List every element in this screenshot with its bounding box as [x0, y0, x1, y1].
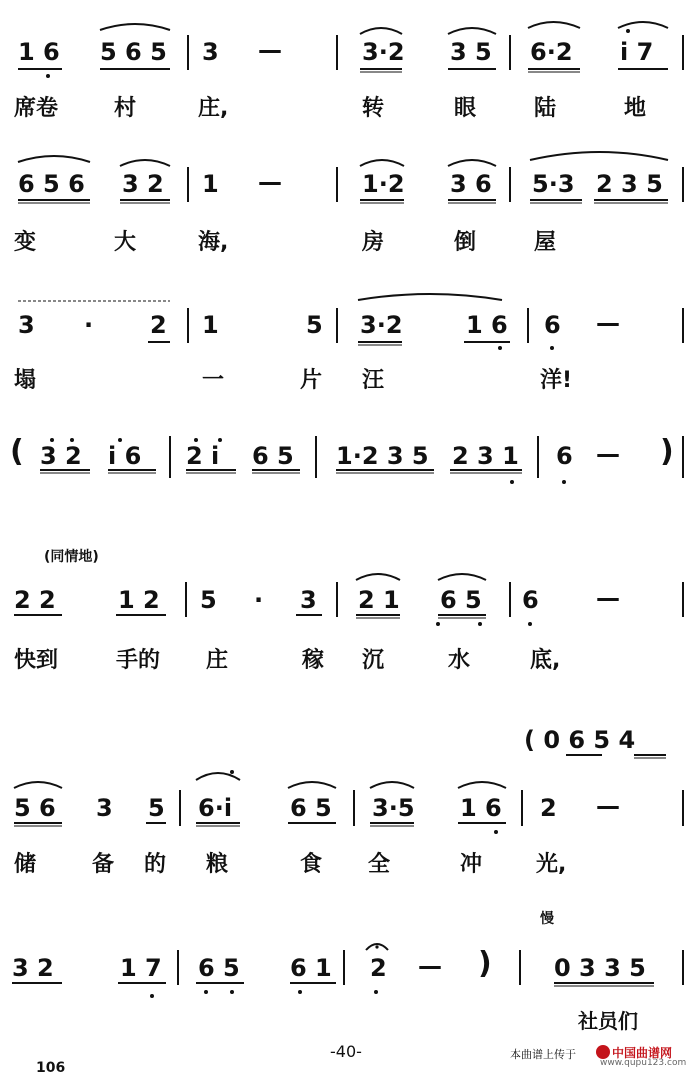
dash-sustain: — — [596, 440, 620, 468]
note-group: 5·3 — [532, 170, 575, 198]
lyric: 水 — [448, 648, 471, 673]
note-group: 6 5 — [198, 954, 240, 982]
note-group: 1 7 — [120, 954, 162, 982]
cut-page-number: 106 — [36, 1060, 66, 1076]
note-group: 6 5 — [252, 442, 294, 470]
row3-marks — [18, 294, 683, 350]
site-url: www.qupu123.com — [600, 1058, 687, 1068]
lyric: 海, — [198, 230, 229, 255]
interlude-intro: ( 0 6 5 4 — [524, 726, 636, 754]
dash-sustain: — — [258, 36, 282, 64]
note-group: 5 6 — [14, 794, 56, 822]
note-group: 5 — [148, 794, 165, 822]
lyric: 眼 — [454, 96, 477, 121]
note-group: 2 — [150, 311, 167, 339]
note-group: 6 — [544, 311, 561, 339]
close-paren: ) — [478, 946, 492, 981]
close-paren: ) — [660, 434, 674, 469]
note-group: 6 1 — [290, 954, 332, 982]
row6-marks — [14, 755, 683, 834]
lyric: 汪 — [362, 368, 385, 393]
expression-mark: (同情地) — [44, 549, 99, 565]
note-group: 6 — [556, 442, 573, 470]
lyric: 席卷 — [14, 96, 59, 121]
lyric: 倒 — [454, 230, 477, 255]
lyric: 地 — [624, 96, 647, 121]
lyric: 房 — [362, 230, 385, 255]
lyric: 洋! — [540, 368, 573, 393]
note-group: 6 5 — [290, 794, 332, 822]
dash-sustain: — — [258, 168, 282, 196]
page-number: -40- — [330, 1042, 362, 1061]
note-group: 3·5 — [372, 794, 415, 822]
note-group: 1 6 — [466, 311, 508, 339]
note-group: 6·i — [198, 794, 233, 822]
note-group: 1 6 — [18, 38, 60, 66]
lyric: 转 — [362, 96, 385, 121]
lyric: 大 — [114, 230, 137, 255]
note-group: 6 — [522, 586, 539, 614]
dash-sustain: — — [596, 792, 620, 820]
dash-sustain: — — [596, 584, 620, 612]
note-group: 3 — [202, 38, 219, 66]
note-group: 3 5 — [450, 38, 492, 66]
lyric: 屋 — [534, 230, 557, 255]
lyric: 村 — [114, 96, 137, 121]
note-group: 2 — [540, 794, 557, 822]
dash-sustain: — — [596, 309, 620, 337]
row5-marks — [14, 574, 683, 626]
lyric: 底, — [530, 648, 561, 673]
lyric: 光, — [536, 852, 567, 877]
note-group: i 6 — [108, 442, 142, 470]
note-group: 6 5 — [440, 586, 482, 614]
note-group: 2 2 — [14, 586, 56, 614]
lyric: 储 — [14, 852, 37, 877]
note-group: 1·2 3 5 — [336, 442, 429, 470]
lyric: 食 — [300, 852, 323, 877]
lyric: 变 — [14, 230, 37, 255]
note-group: 6·2 — [530, 38, 573, 66]
lyric: 庄 — [206, 648, 229, 673]
lyric: 片 — [300, 368, 323, 393]
note-group: 2 3 5 — [596, 170, 663, 198]
row2-marks — [18, 152, 683, 203]
lyric: 沉 — [362, 648, 385, 673]
lyric: 社员们 — [578, 1009, 638, 1033]
lyric: 备 — [92, 852, 115, 877]
note-group: 1 — [202, 170, 219, 198]
lyric: 的 — [144, 852, 167, 877]
note-group: 1·2 — [362, 170, 405, 198]
note-group: 5 6 5 — [100, 38, 167, 66]
open-paren: ( — [10, 434, 24, 469]
dot-extension: · — [84, 311, 94, 339]
note-group: 5 — [306, 311, 323, 339]
note-group: 3 2 — [12, 954, 54, 982]
note-group: 3 6 — [450, 170, 492, 198]
lyric: 庄, — [198, 96, 229, 121]
lyric: 一 — [202, 368, 225, 393]
note-group: 3 — [18, 311, 35, 339]
note-group: 3·2 — [362, 38, 405, 66]
note-group: 3·2 — [360, 311, 403, 339]
note-group: 3 2 — [122, 170, 164, 198]
note-group: 2 1 — [358, 586, 400, 614]
lyric: 全 — [368, 852, 391, 877]
note-group: 6 5 6 — [18, 170, 85, 198]
note-group: 3 — [300, 586, 317, 614]
note-group: 1 — [202, 311, 219, 339]
dash-sustain: — — [418, 952, 442, 980]
lyric: 陆 — [534, 96, 557, 121]
note-group: 2 i — [186, 442, 220, 470]
note-group: 2 3 1 — [452, 442, 519, 470]
logo-icon — [596, 1045, 610, 1059]
note-group: 5 — [200, 586, 217, 614]
note-group: 1 6 — [460, 794, 502, 822]
upload-note: 本曲谱上传于 — [510, 1048, 576, 1061]
dot-extension: · — [254, 586, 264, 614]
tempo-mark: 慢 — [540, 911, 554, 927]
site-name: 中国曲谱网 — [612, 1046, 673, 1060]
lyric: 冲 — [460, 852, 483, 877]
note-group: i 7 — [620, 38, 654, 66]
note-group: 3 — [96, 794, 113, 822]
note-group: 3 2 — [40, 442, 82, 470]
note-group: 0 3 3 5 — [554, 954, 646, 982]
lyric: 塌 — [14, 368, 37, 393]
note-group: 1 2 — [118, 586, 160, 614]
lyric: 手的 — [116, 648, 161, 673]
lyric: 稼 — [302, 648, 325, 673]
lyric: 粮 — [206, 852, 229, 877]
note-group: 2 — [370, 954, 387, 982]
lyric: 快到 — [14, 648, 59, 673]
